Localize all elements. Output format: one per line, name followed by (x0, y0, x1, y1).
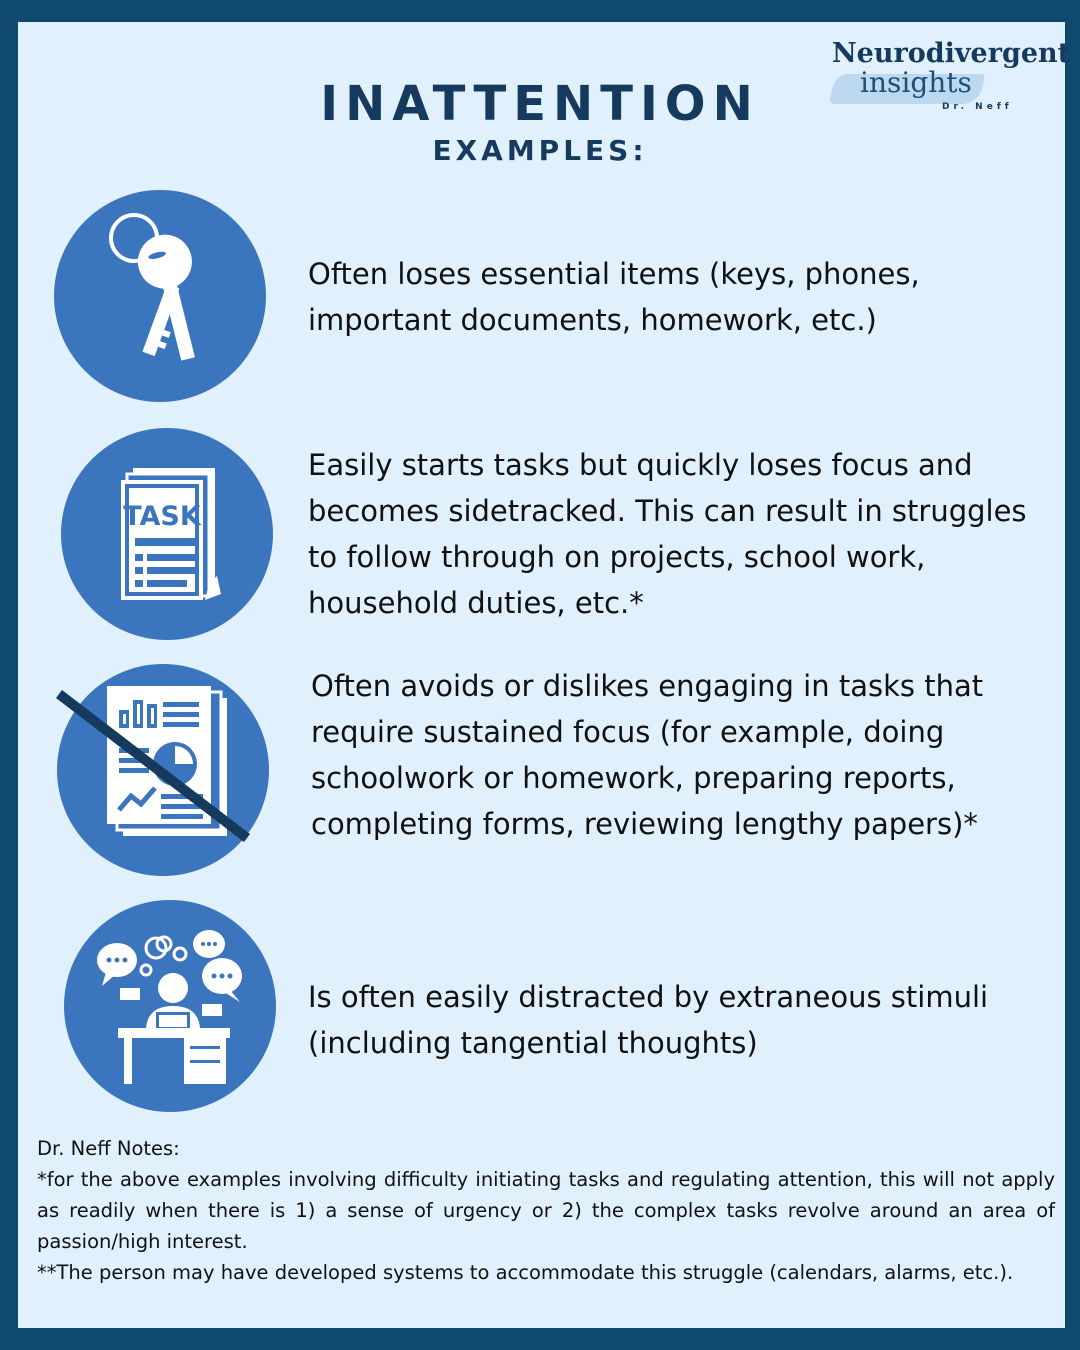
notes-title: Dr. Neff Notes: (37, 1137, 180, 1160)
distracted-person-icon (64, 900, 276, 1112)
task-document-icon (61, 428, 273, 640)
logo-line-1: Neurodivergent (832, 38, 1071, 69)
note-2: **The person may have developed systems to accommodate this struggle (calendars, alarms, etc.). (37, 1261, 1014, 1284)
logo-line-2: insights (860, 66, 972, 99)
item-3-text: Often avoids or dislikes engaging in tasks that require sustained focus (for example, doing schoolwork or homework, preparing reports, completing forms, reviewing lengthy papers)* (311, 669, 984, 841)
item-1-text: Often loses essential items (keys, phones, important documents, homework, etc.) (308, 257, 920, 337)
logo-line-3: Dr. Neff (942, 102, 1013, 112)
item-2-text: Easily starts tasks but quickly loses focus and becomes sidetracked. This can result in struggles to follow through on projects, school work, household duties, etc.* (308, 448, 1027, 620)
dr-neff-notes (37, 1133, 1055, 1288)
keys-icon (54, 190, 266, 402)
page-subtitle: EXAMPLES: (432, 134, 648, 167)
page-title: INATTENTION (320, 76, 760, 132)
item-4-text: Is often easily distracted by extraneous stimuli (including tangential thoughts) (308, 980, 989, 1060)
note-1: *for the above examples involving difficulty initiating tasks and regulating attention, this will not apply as readily when there is 1) a sense of urgency or 2) the complex tasks revolve around an area of passion/high interest. (37, 1168, 1055, 1253)
task-icon-label: TASK (123, 501, 201, 532)
crossed-out-report-icon (57, 664, 269, 876)
